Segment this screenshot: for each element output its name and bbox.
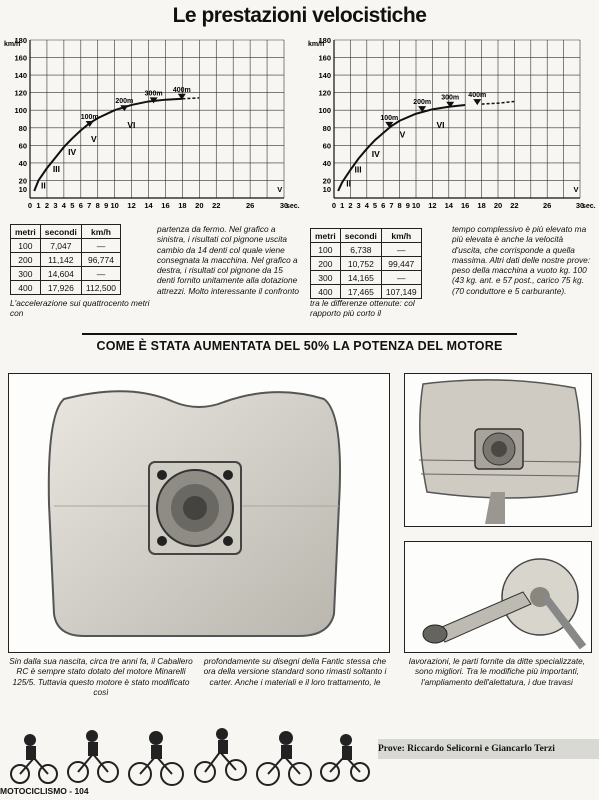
crankshaft-photo bbox=[404, 541, 592, 653]
y-tick-label: 160 bbox=[14, 53, 27, 63]
x-tick-label: 1 bbox=[36, 201, 41, 210]
y-tick-label: 120 bbox=[14, 88, 27, 98]
gear-label: VI bbox=[436, 119, 445, 130]
x-tick-label: 14 bbox=[144, 201, 153, 210]
table-cell: — bbox=[81, 239, 120, 253]
y-tick-label: 180 bbox=[318, 36, 331, 45]
x-tick-label: 4 bbox=[61, 201, 66, 210]
gear-label: II bbox=[41, 180, 46, 191]
table-cell: 14,165 bbox=[340, 271, 381, 285]
table-cell: 200 bbox=[311, 257, 341, 271]
x-tick-label: 2 bbox=[44, 201, 50, 210]
cylinder-photo bbox=[8, 373, 390, 653]
performance-table-left bbox=[10, 224, 121, 295]
y-tick-label: 40 bbox=[18, 158, 27, 168]
motorcycle-riders-illustration bbox=[0, 712, 380, 786]
table-cell: 6,738 bbox=[340, 243, 381, 257]
distance-marker bbox=[473, 99, 481, 105]
table-header: secondi bbox=[340, 229, 381, 243]
table-cell: 300 bbox=[11, 267, 41, 281]
x-tick-label: 10 bbox=[110, 201, 119, 210]
x-tick-label: 4 bbox=[364, 201, 369, 210]
gear-label: III bbox=[354, 164, 362, 175]
x-tick-label: 20 bbox=[493, 201, 503, 210]
x-tick-label: 3 bbox=[356, 201, 361, 210]
table-header: secondi bbox=[40, 225, 81, 239]
y-tick-label: 160 bbox=[318, 53, 331, 63]
table-cell: 100 bbox=[11, 239, 41, 253]
x-tick-label: 3 bbox=[53, 201, 58, 210]
y-tick-label: 10 bbox=[18, 185, 27, 195]
x-tick-label: 6 bbox=[78, 201, 83, 210]
table-header: km/h bbox=[81, 225, 120, 239]
distance-label: 200m bbox=[413, 99, 432, 107]
table-cell: 17,465 bbox=[340, 285, 381, 299]
x-tick-label: 8 bbox=[95, 201, 100, 210]
gear-label: IV bbox=[371, 148, 380, 159]
x-tick-label: 30 bbox=[279, 201, 289, 210]
credits-banner: Prove: Riccardo Selicorni e Giancarlo Terzi bbox=[378, 739, 599, 759]
table-header: metri bbox=[311, 229, 341, 243]
table-cell: 200 bbox=[11, 253, 41, 267]
y-tick-label: 140 bbox=[14, 71, 27, 81]
caption-text-col2: partenza da fermo. Nel grafico a sinistra, i risultati col pignone uscita cambio da 14 denti col quale viene consegnata la macchina. Nel grafico a destra, i risultati col pignone da 15 denti fornito unitamente alla dotazione attrezzi. Molto interessante il confronto bbox=[157, 224, 300, 296]
table-cell: 10,752 bbox=[340, 257, 381, 271]
gear-label: V bbox=[90, 133, 97, 144]
table-cell: 300 bbox=[311, 271, 341, 285]
distance-label: 100m bbox=[80, 114, 99, 122]
x-tick-label: 16 bbox=[461, 201, 470, 210]
x-tick-label: 1 bbox=[340, 201, 345, 210]
table-cell: 96,774 bbox=[81, 253, 120, 267]
table-header: metri bbox=[11, 225, 41, 239]
caption-text-col1: L'accelerazione sui quattrocento metri con bbox=[10, 298, 150, 319]
y-tick-label: 60 bbox=[322, 141, 331, 151]
x-tick-label: 18 bbox=[477, 201, 486, 210]
table-cell: 107,149 bbox=[381, 285, 421, 299]
x-tick-label: 20 bbox=[195, 201, 204, 210]
distance-label: 100m bbox=[380, 114, 399, 122]
acceleration-chart-right bbox=[304, 34, 596, 216]
cylinder-top-photo bbox=[404, 373, 592, 527]
x-tick-label: 6 bbox=[381, 201, 386, 210]
x-tick-label: 0 bbox=[27, 201, 33, 210]
distance-label: 300m bbox=[441, 94, 460, 102]
page-footer: MOTOCICLISMO - 104 bbox=[0, 786, 89, 796]
table-cell: 14,604 bbox=[40, 267, 81, 281]
x-tick-label: 12 bbox=[428, 201, 437, 210]
y-axis-label: km/h bbox=[308, 41, 325, 48]
distance-label: 400m bbox=[468, 92, 487, 100]
table-cell: 100 bbox=[311, 243, 341, 257]
section-rule bbox=[82, 333, 517, 335]
y-tick-label: 20 bbox=[18, 176, 27, 186]
table-row bbox=[11, 239, 121, 253]
gear-label: IV bbox=[68, 147, 77, 158]
x-tick-label: 10 bbox=[411, 201, 421, 210]
y-tick-label: 140 bbox=[318, 71, 331, 81]
y-tick-label: 180 bbox=[14, 36, 27, 45]
y-tick-label: 100 bbox=[318, 106, 331, 116]
table-cell: 11,142 bbox=[40, 253, 81, 267]
x-tick-label: 5 bbox=[372, 201, 378, 210]
y-axis-label: km/h bbox=[4, 41, 21, 48]
x-tick-label: 7 bbox=[87, 201, 92, 210]
gear-label: II bbox=[346, 178, 352, 189]
x-tick-label: 5 bbox=[70, 201, 75, 210]
article-text-col2: profondamente su disegni della Fantic stessa che ora della versione standard sono rimasti soltanto i carter. Anche i materiali e il loro trattamento, le bbox=[203, 656, 387, 687]
page-title: Le prestazioni velocistiche bbox=[172, 4, 427, 27]
y-tick-label: 80 bbox=[18, 123, 27, 133]
x-tick-label: 22 bbox=[510, 201, 519, 210]
gear-label: V bbox=[399, 129, 406, 140]
x-tick-label: 8 bbox=[397, 201, 402, 210]
table-cell: 400 bbox=[11, 281, 41, 295]
top-gear-label: V bbox=[277, 185, 283, 194]
top-gear-label: V bbox=[573, 185, 579, 194]
distance-label: 400m bbox=[172, 86, 191, 94]
x-tick-label: 12 bbox=[127, 201, 136, 210]
table-cell: — bbox=[381, 243, 421, 257]
table-cell: 17,926 bbox=[40, 281, 81, 295]
x-tick-label: 26 bbox=[245, 201, 255, 210]
x-tick-label: 2 bbox=[348, 201, 353, 210]
table-cell: 112,500 bbox=[81, 281, 120, 295]
y-tick-label: 120 bbox=[318, 88, 331, 98]
acceleration-curve bbox=[34, 99, 182, 191]
table-cell: 400 bbox=[311, 285, 341, 299]
table-row bbox=[311, 271, 422, 285]
y-tick-label: 60 bbox=[18, 141, 27, 151]
article-text-col3: lavorazioni, le parti fornite da ditte specializzate, sono migliori. Tra le modifiche più importanti, l'ampliamento dell'alettatura, i due travasi bbox=[408, 656, 586, 687]
article-text-col1: Sin dalla sua nascita, circa tre anni fa, il Caballero RC è sempre stato dotato del motore Minarelli 125/5. Tuttavia questo motore è stato modificato così bbox=[9, 656, 193, 697]
table-cell: 99,447 bbox=[381, 257, 421, 271]
x-tick-label: 30 bbox=[575, 201, 585, 210]
section-title: COME È STATA AUMENTATA DEL 50% LA POTENZA DEL MOTORE bbox=[96, 339, 503, 353]
x-axis-label: sec. bbox=[582, 203, 596, 210]
x-tick-label: 16 bbox=[161, 201, 170, 210]
table-row bbox=[311, 285, 422, 299]
table-row bbox=[11, 281, 121, 295]
x-axis-label: sec. bbox=[286, 203, 300, 210]
table-cell: 7,047 bbox=[40, 239, 81, 253]
table-row bbox=[11, 267, 121, 281]
table-row bbox=[311, 257, 422, 271]
gear-label: VI bbox=[127, 119, 136, 130]
table-row bbox=[311, 243, 422, 257]
x-tick-label: 26 bbox=[543, 201, 552, 210]
y-tick-label: 10 bbox=[322, 185, 331, 195]
gear-label: III bbox=[52, 163, 60, 174]
x-tick-label: 18 bbox=[178, 201, 187, 210]
acceleration-curve-extension bbox=[182, 98, 199, 99]
table-cell: — bbox=[81, 267, 120, 281]
x-tick-label: 0 bbox=[331, 201, 337, 210]
table-header: km/h bbox=[381, 229, 421, 243]
y-tick-label: 20 bbox=[322, 176, 331, 186]
performance-table-right bbox=[310, 228, 422, 299]
table-row bbox=[11, 253, 121, 267]
acceleration-curve bbox=[338, 105, 465, 191]
distance-label: 200m bbox=[115, 98, 134, 106]
caption-text-col4: tempo complessivo è più elevato ma più elevata è anche la velocità d'uscita, che corrisponde a quella massima. Altri dati delle nostre prove: peso della macchina a vuoto kg. 100 (43 kg. ant. e 57 post., carico 75 kg. (70 conduttore e 5 carburante). bbox=[452, 224, 591, 296]
x-tick-label: 7 bbox=[389, 201, 394, 210]
x-tick-label: 22 bbox=[212, 201, 221, 210]
table-cell: — bbox=[381, 271, 421, 285]
x-tick-label: 9 bbox=[405, 201, 410, 210]
x-tick-label: 14 bbox=[444, 201, 453, 210]
acceleration-chart-left bbox=[0, 34, 300, 216]
x-tick-label: 9 bbox=[104, 201, 109, 210]
caption-text-col3: tra le differenze ottenute: col rapporto più corto il bbox=[310, 298, 415, 319]
y-tick-label: 100 bbox=[14, 106, 27, 116]
y-tick-label: 80 bbox=[322, 123, 331, 133]
distance-label: 300m bbox=[144, 90, 163, 98]
y-tick-label: 40 bbox=[322, 158, 331, 168]
